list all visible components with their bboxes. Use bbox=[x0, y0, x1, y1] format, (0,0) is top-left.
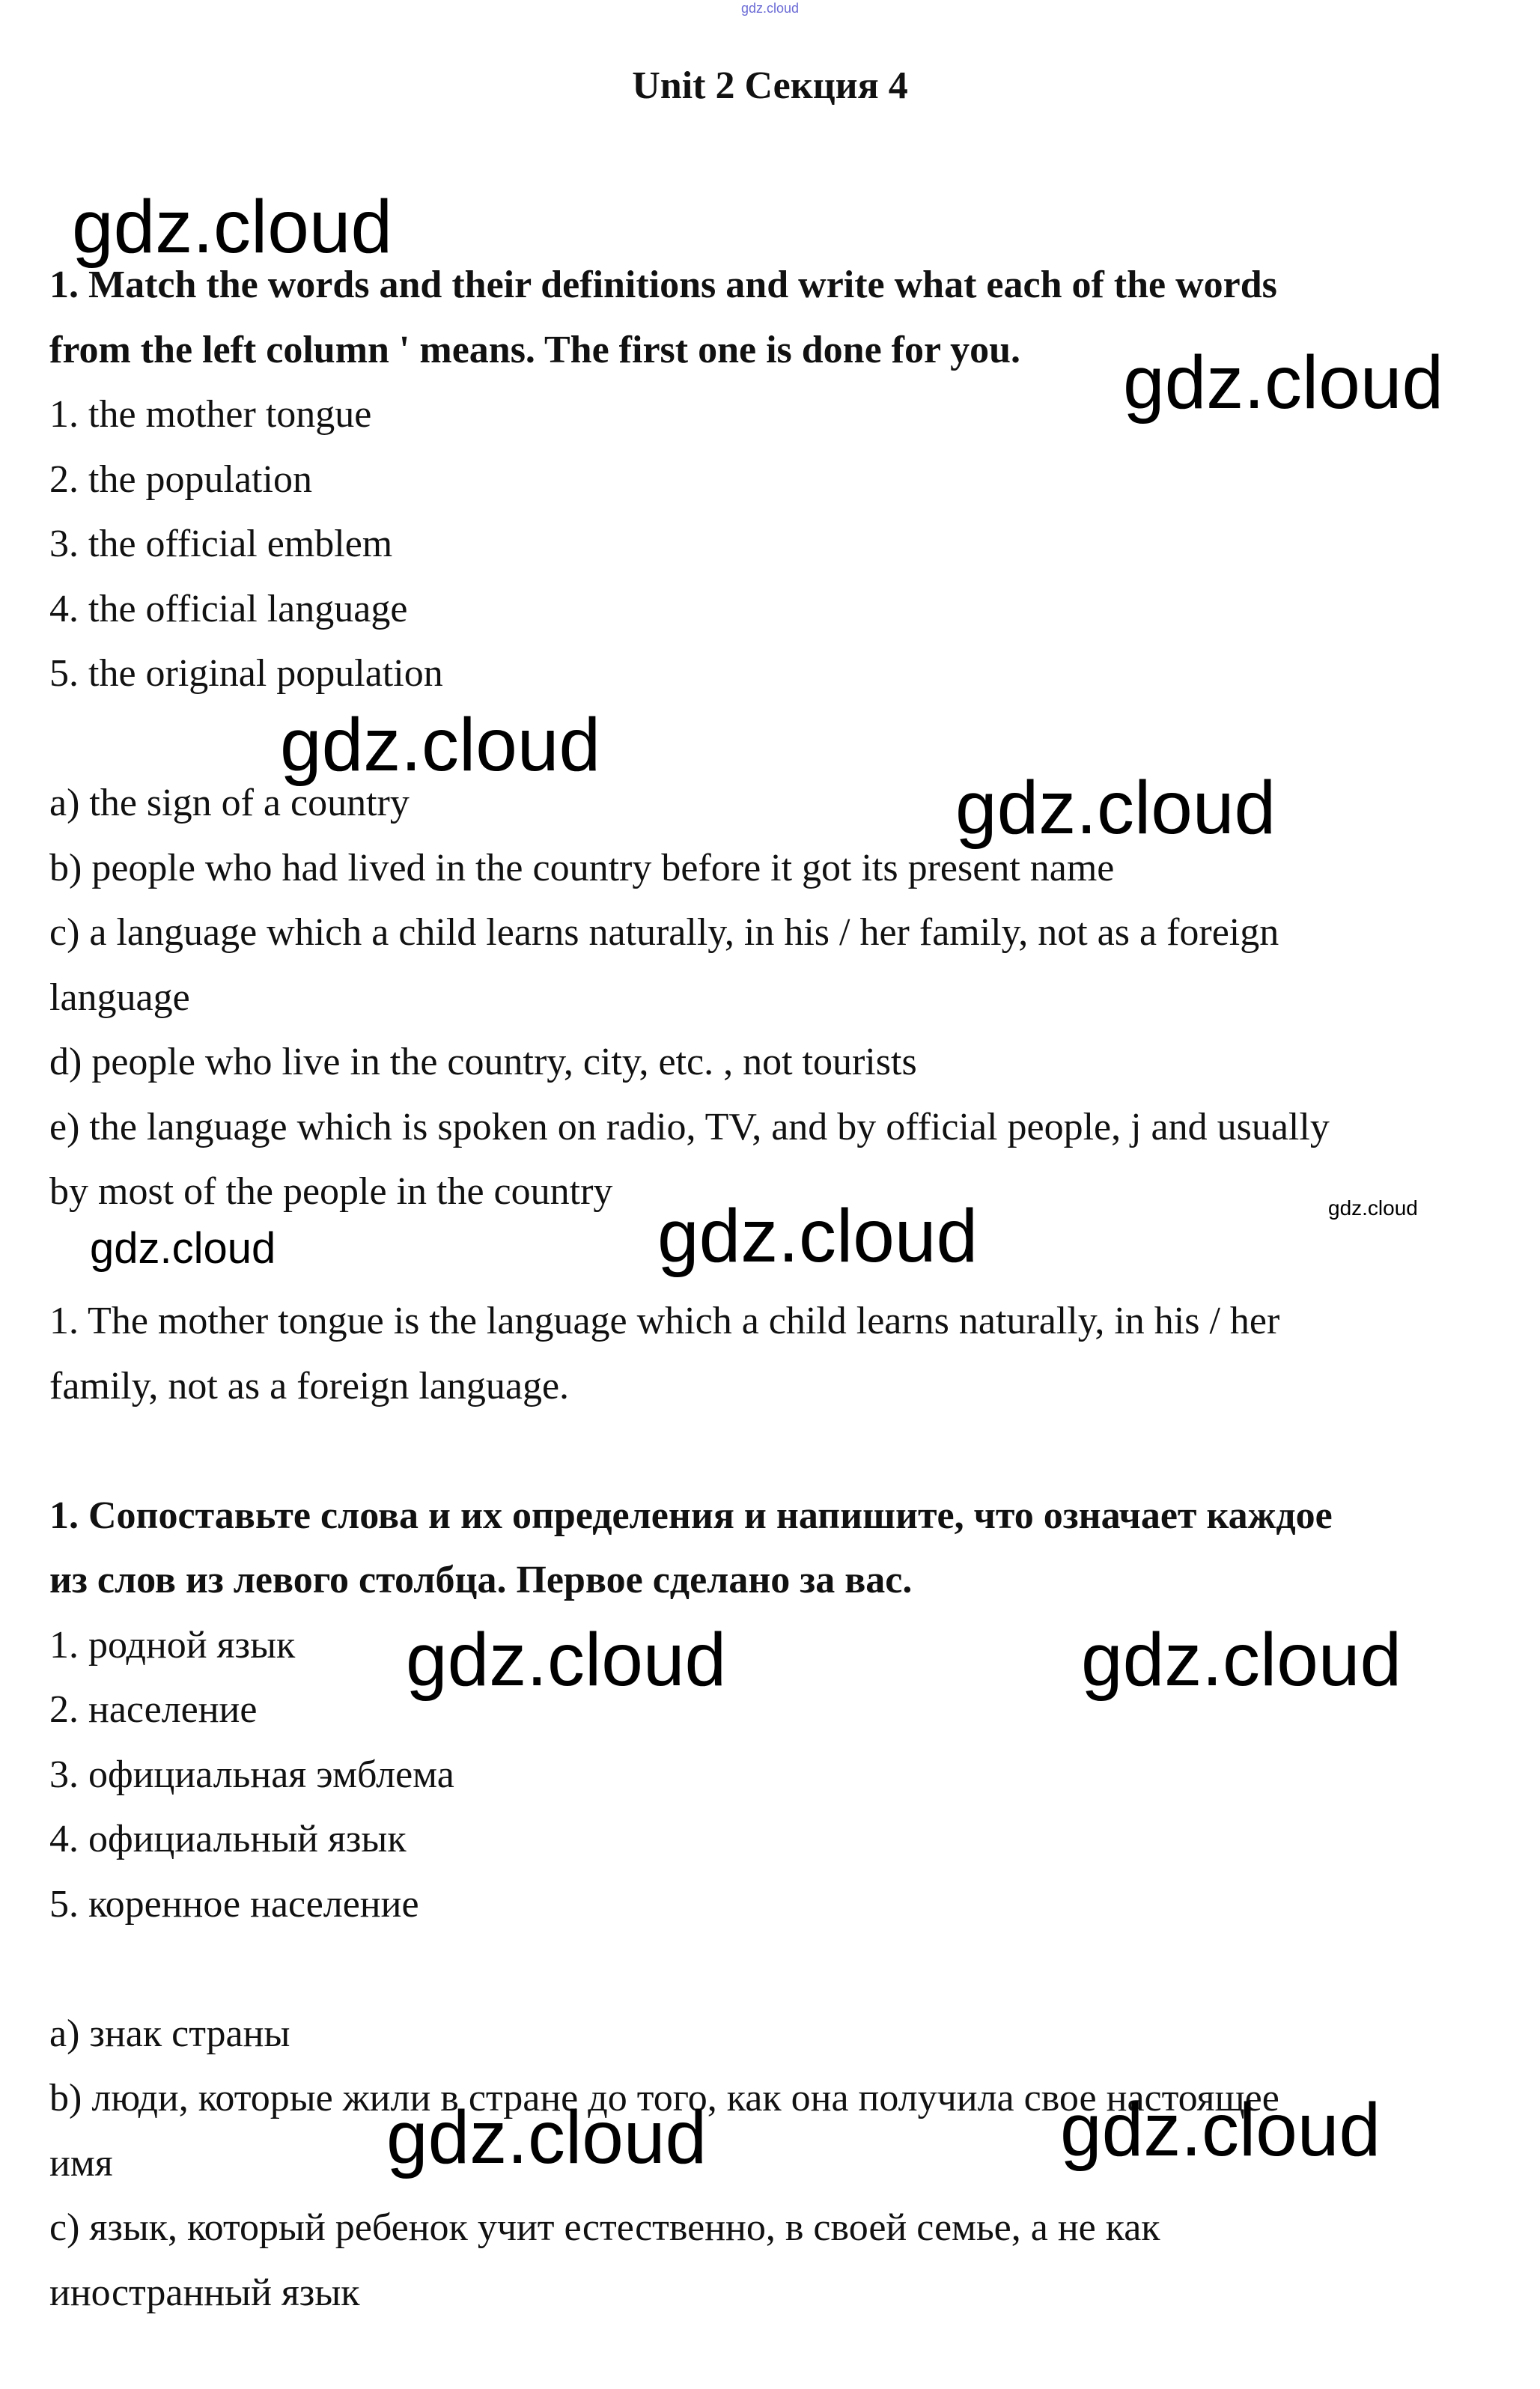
task-ru-word-1: 1. родной язык bbox=[49, 1623, 296, 1667]
watermark-logo: gdz.cloud bbox=[386, 2096, 707, 2179]
document-body bbox=[49, 253, 1494, 2325]
top-watermark: gdz.cloud bbox=[740, 1, 800, 16]
task-en-definition-e: e) the language which is spoken on radio, TV, and by official people, j and usually bbox=[49, 1105, 1330, 1148]
task-ru-definition-a: a) знак страны bbox=[49, 2012, 290, 2055]
task-ru-definition-c: c) язык, который ребенок учит естественно, в своей семье, а не как bbox=[49, 2206, 1160, 2249]
task-ru-word-3: 3. официальная эмблема bbox=[49, 1753, 454, 1796]
watermark-logo: gdz.cloud bbox=[72, 185, 393, 269]
spacer bbox=[49, 1419, 1494, 1484]
watermark-logo: gdz.cloud bbox=[1328, 1196, 1418, 1220]
task-en-definition-c-cont: language bbox=[49, 976, 190, 1019]
task-en-heading-line-2: from the left column ' means. The first one is done for you. bbox=[49, 328, 1021, 371]
spacer bbox=[49, 707, 1494, 772]
task-en-heading-line-1: 1. Match the words and their definitions and write what each of the words bbox=[49, 264, 1277, 306]
task-ru-word-2: 2. население bbox=[49, 1688, 258, 1731]
task-ru-heading-line-1: 1. Сопоставьте слова и их определения и напишите, что означает каждое bbox=[49, 1494, 1333, 1537]
task-ru-definition-c-cont: иностранный язык bbox=[49, 2271, 360, 2314]
task-en-definition-a: a) the sign of a country bbox=[49, 782, 410, 824]
watermark-logo: gdz.cloud bbox=[280, 703, 601, 787]
watermark-logo: gdz.cloud bbox=[406, 1618, 727, 1702]
task-en-answer-line-2: family, not as a foreign language. bbox=[49, 1364, 570, 1407]
task-ru-word-4: 4. официальный язык bbox=[49, 1818, 407, 1860]
watermark-logo: gdz.cloud bbox=[1081, 1618, 1402, 1702]
task-ru-definition-b: b) люди, которые жили в стране до того, как она получила свое настоящее bbox=[49, 2077, 1279, 2119]
task-en-definition-d: d) people who live in the country, city, etc. , not tourists bbox=[49, 1041, 917, 1083]
watermark-logo: gdz.cloud bbox=[657, 1194, 979, 1278]
page-title: Unit 2 Секция 4 bbox=[632, 64, 908, 107]
watermark-logo: gdz.cloud bbox=[1060, 2088, 1381, 2172]
task-ru-definition-b-cont: имя bbox=[49, 2141, 113, 2185]
task-en-word-3: 3. the official emblem bbox=[49, 523, 393, 565]
task-en-word-2: 2. the population bbox=[49, 457, 312, 501]
spacer bbox=[49, 1937, 1494, 2002]
task-en-word-4: 4. the official language bbox=[49, 587, 408, 630]
task-en-answer-line-1: 1. The mother tongue is the language which a child learns naturally, in his / her bbox=[49, 1300, 1280, 1342]
watermark-logo: gdz.cloud bbox=[90, 1224, 276, 1273]
watermark-logo: gdz.cloud bbox=[1123, 341, 1444, 424]
task-ru-heading-line-2: из слов из левого столбца. Первое сделано за вас. bbox=[49, 1559, 913, 1601]
task-en-definition-c: c) a language which a child learns naturally, in his / her family, not as a foreign bbox=[49, 911, 1279, 954]
task-en-definition-e-cont: by most of the people in the country bbox=[49, 1170, 613, 1213]
task-en-definition-b: b) people who had lived in the country before it got its present name bbox=[49, 846, 1115, 889]
watermark-logo: gdz.cloud bbox=[955, 766, 1276, 850]
task-en-word-5: 5. the original population bbox=[49, 652, 443, 695]
task-ru-word-5: 5. коренное население bbox=[49, 1882, 419, 1926]
task-en-word-1: 1. the mother tongue bbox=[49, 393, 372, 436]
